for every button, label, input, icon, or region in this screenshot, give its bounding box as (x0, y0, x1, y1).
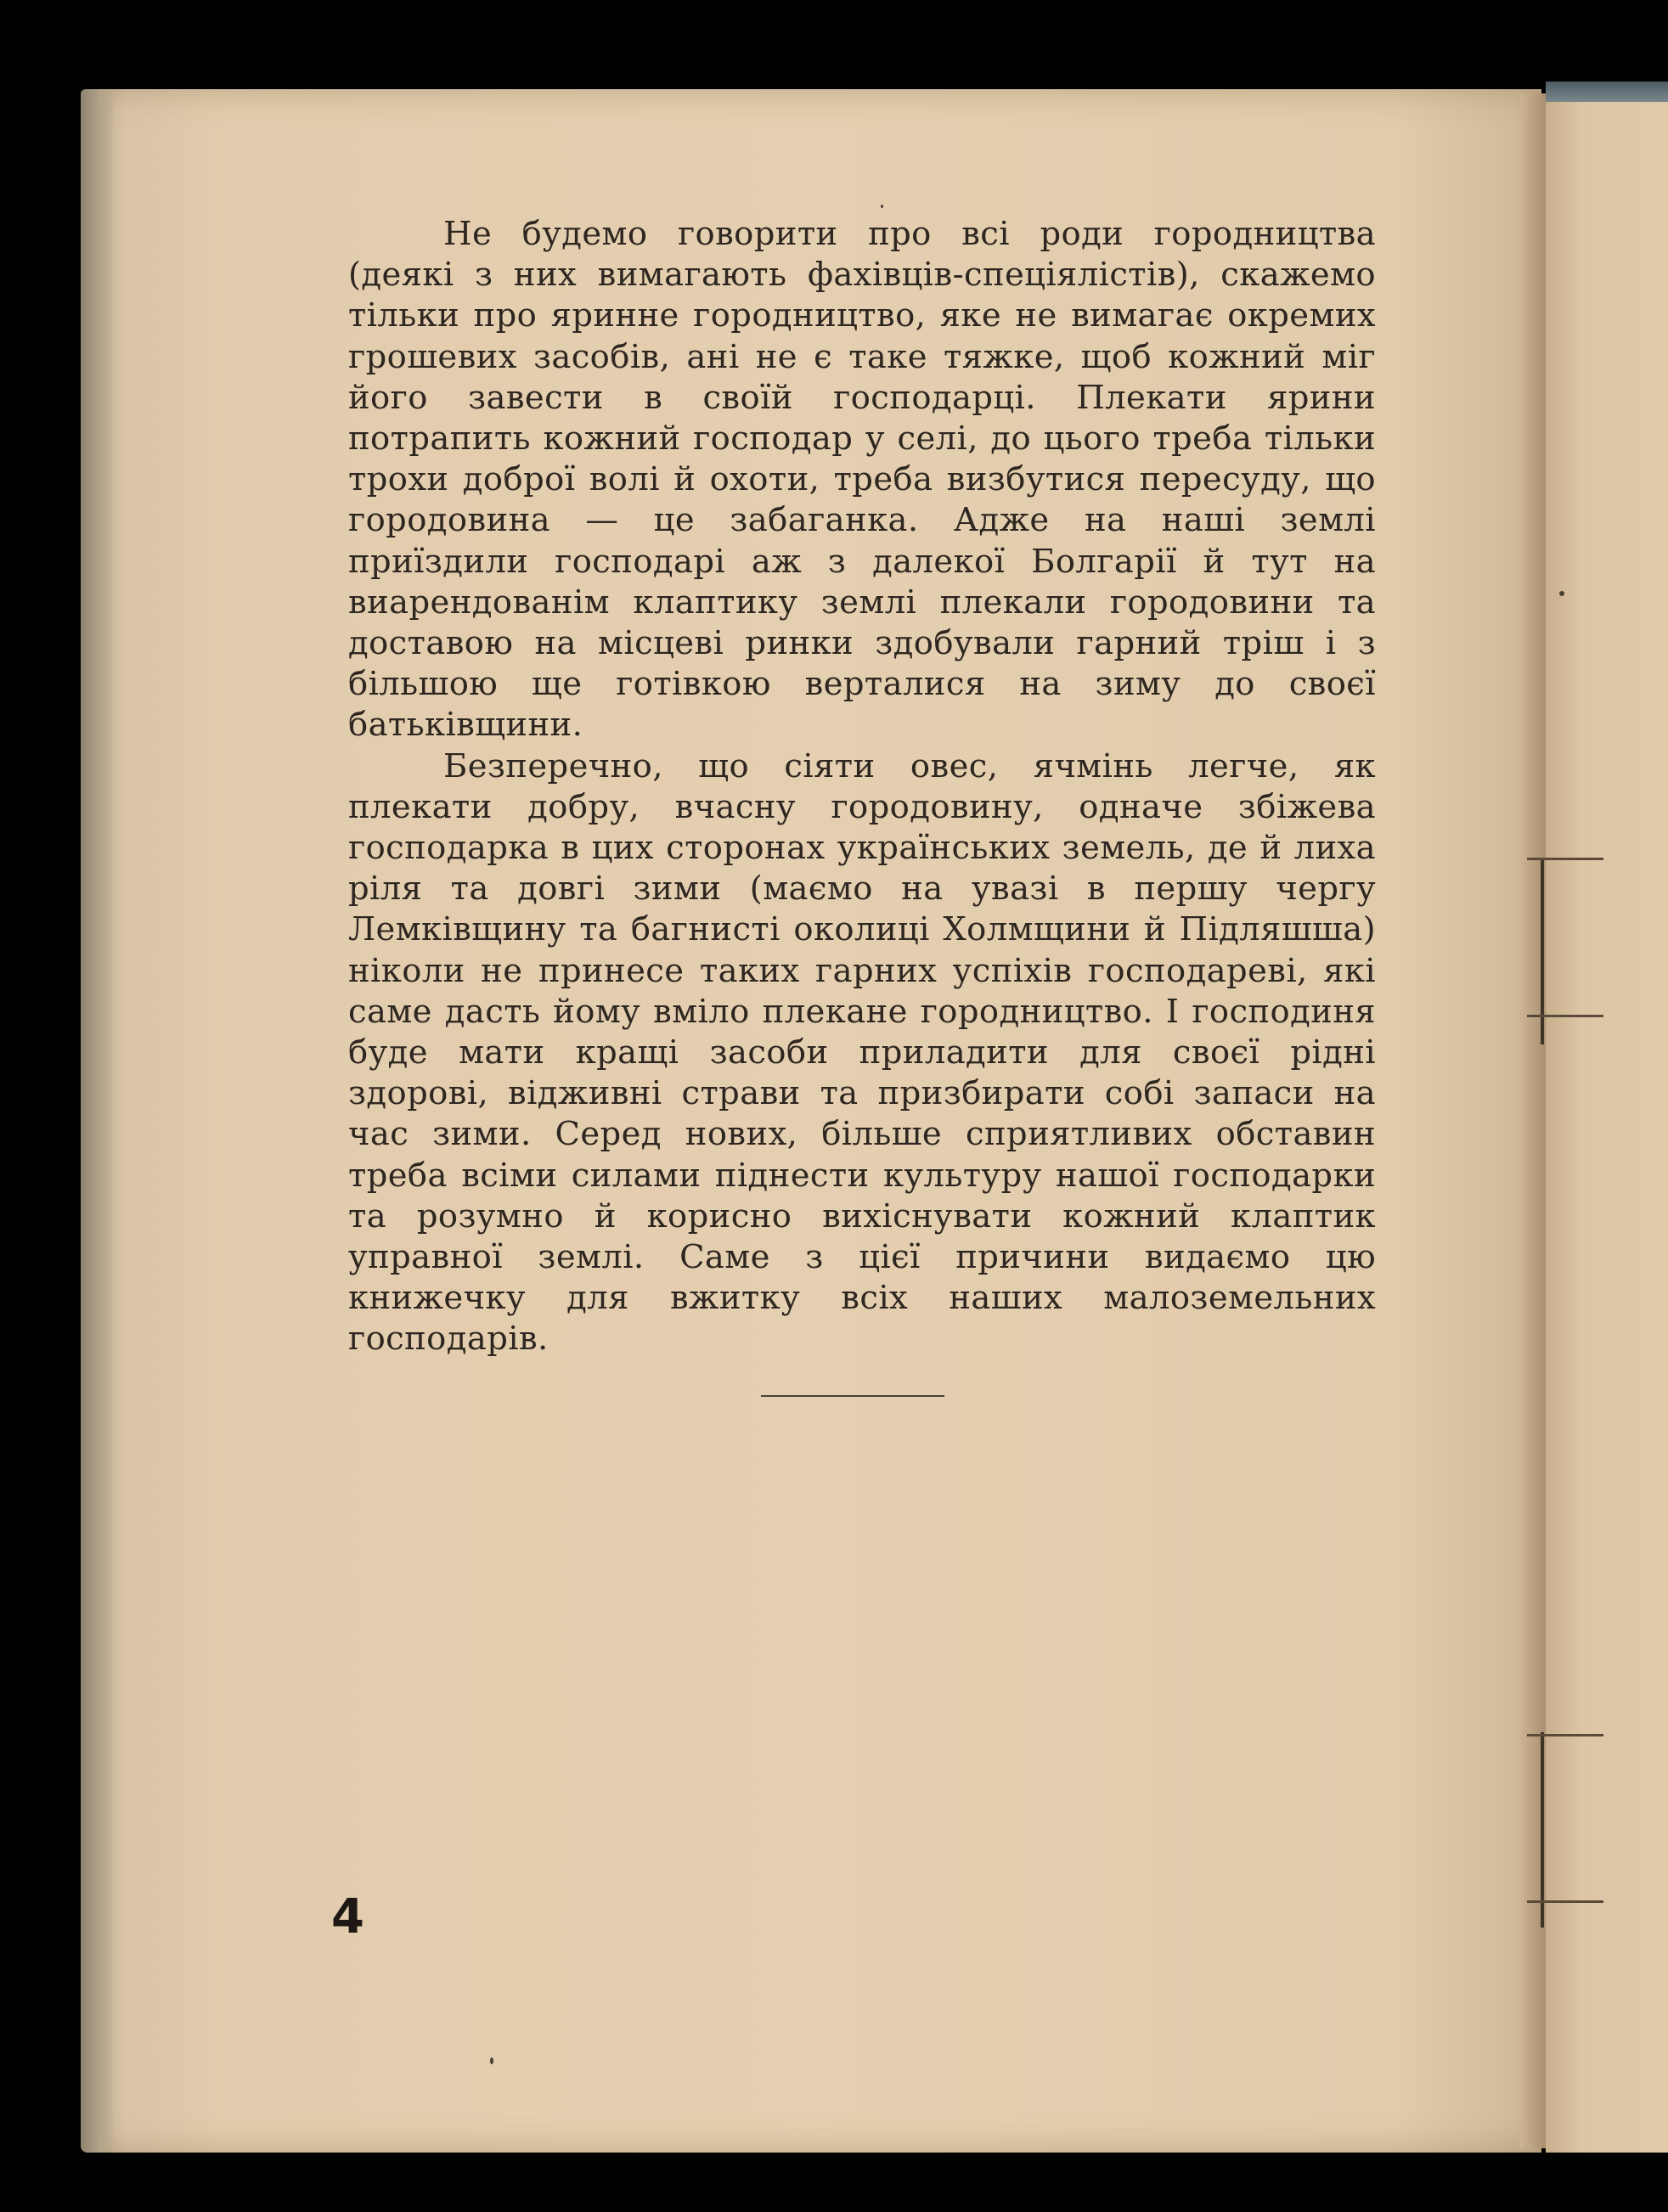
paper-speck (1559, 591, 1564, 596)
paragraph: Не будемо говорити про всі роди городництва (деякі з них вимагають фахівців-спеціялістів), скажемо тільки про яринне городництво, яке не вимагає окремих грошевих засобів, ані не є таке тяжке, щоб кожний міг його завести в своїй господарці. Плекати ярини потрапить кожний господар у селі, до цього треба тільки трохи доброї волі й охоти, треба визбутися пересуду, що городовина — це забаганка. Адже на наші землі приїздили господарі аж з далекої Болгарії й тут на виарендованім клаптику землі плекали городовини та доставою на місцеві ринки здобували гарний тріш і з більшою ще готівкою верталися на зиму до своєї батьківщини. (348, 215, 1376, 745)
body-text (348, 214, 1376, 1360)
next-page-edge (1546, 102, 1668, 2153)
binding-stitch (1527, 1900, 1603, 1903)
binding-stitch (1527, 1015, 1603, 1017)
cover-strip (1546, 82, 1668, 104)
section-divider (761, 1395, 944, 1397)
page-left-edge (81, 89, 115, 2153)
binding-stitch (1527, 858, 1603, 860)
binding-stitch (1527, 1734, 1603, 1736)
paragraph: Безперечно, що сіяти овес, ячмінь легче, як плекати добру, вчасну городовину, одначе збіжева господарка в цих сторонах українських земель, де й лиха ріля та довгі зими (маємо на увазі в першу чергу Лемківщину та багнисті околиці Холмщини й Підляшша) ніколи не принесе таких гарних успіхів господареві, які саме дасть йому вміло плекане городництво. І господиня буде мати кращі засоби приладити для своєї рідні здорові, відживні страви та призбирати собі запаси на час зими. Серед нових, більше сприятливих обставин треба всіми силами піднести культуру нашої господарки та розумно й корисно вихіснувати кожний клаптик управної землі. Саме з цієї причини видаємо цю книжечку для вжитку всіх наших малоземельних господарів. (348, 746, 1376, 1359)
paper-speck (881, 205, 883, 208)
paper-speck (490, 2057, 493, 2064)
page-number: 4 (331, 1889, 364, 1945)
binding-thread (1541, 1732, 1544, 1928)
